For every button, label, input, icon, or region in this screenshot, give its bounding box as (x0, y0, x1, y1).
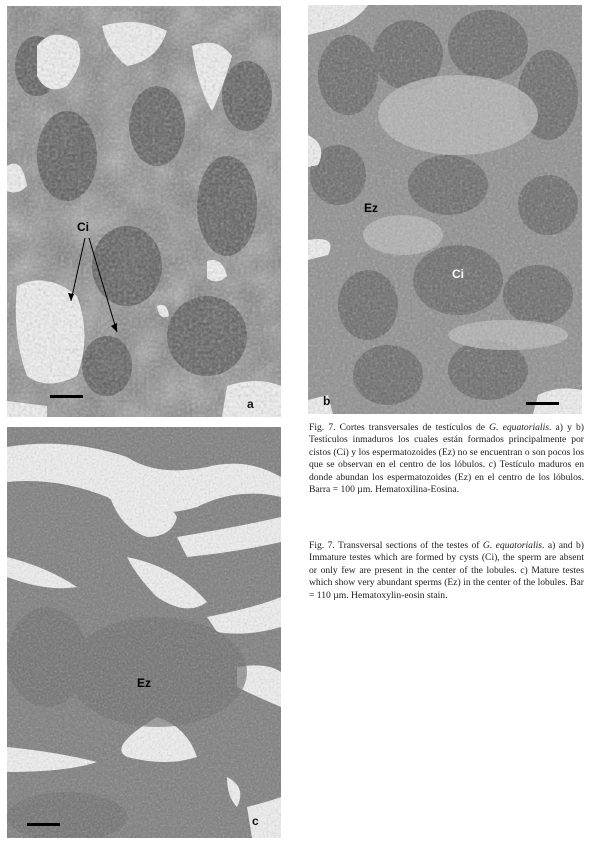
caption-en-fig: Fig. 7. (309, 540, 335, 551)
micrograph-c-image (7, 427, 281, 838)
micrograph-panel-a (7, 6, 281, 417)
caption-es-text2: . a) y b) Testículos inmaduros los cuales están formados principalmente por cistos (Ci) y los espermatozoides (Ez) no se encuentran o son pocos los que se observan en el centro de los lóbulos. c) Testículo maduros en donde abundan los espermatozoides (Ez) en el centro de los lóbulos. Barra = 100 µm. Hematoxilina-Eosina. (309, 422, 584, 496)
label-ez: Ez (364, 201, 379, 215)
caption-en-text2: . a) and b) Immature testes which are formed by cysts (Ci), the sperm are absent or only few are present in the center of the lobules. c) Mature testes which show very abundant sperms (Ez) in the center of the lobules. Bar = 110 µm. Hematoxylin-eosin stain. (309, 540, 584, 601)
micrograph-a-image (7, 6, 281, 417)
scale-bar (27, 823, 60, 826)
micrograph-panel-b (308, 5, 582, 414)
scale-bar (526, 402, 559, 405)
caption-es-fig: Fig. 7. (309, 422, 336, 433)
micrograph-panel-c (7, 427, 281, 838)
panel-letter-a: a (247, 397, 254, 411)
label-ci: Ci (77, 220, 89, 234)
caption-en-species: G. equatorialis (482, 540, 543, 551)
caption-spanish (309, 422, 584, 496)
caption-es-text1: Cortes transversales de testículos de (335, 422, 490, 433)
panel-letter-b: b (323, 394, 331, 408)
caption-en-text1: Transversal sections of the testes of (334, 540, 483, 551)
caption-english (309, 540, 584, 602)
label-ci: Ci (452, 267, 464, 281)
scale-bar (50, 395, 83, 398)
label-ez: Ez (137, 676, 152, 690)
caption-es-species: G. equatorialis (489, 422, 549, 433)
micrograph-b-image (308, 5, 582, 414)
panel-letter-c: c (252, 814, 259, 828)
